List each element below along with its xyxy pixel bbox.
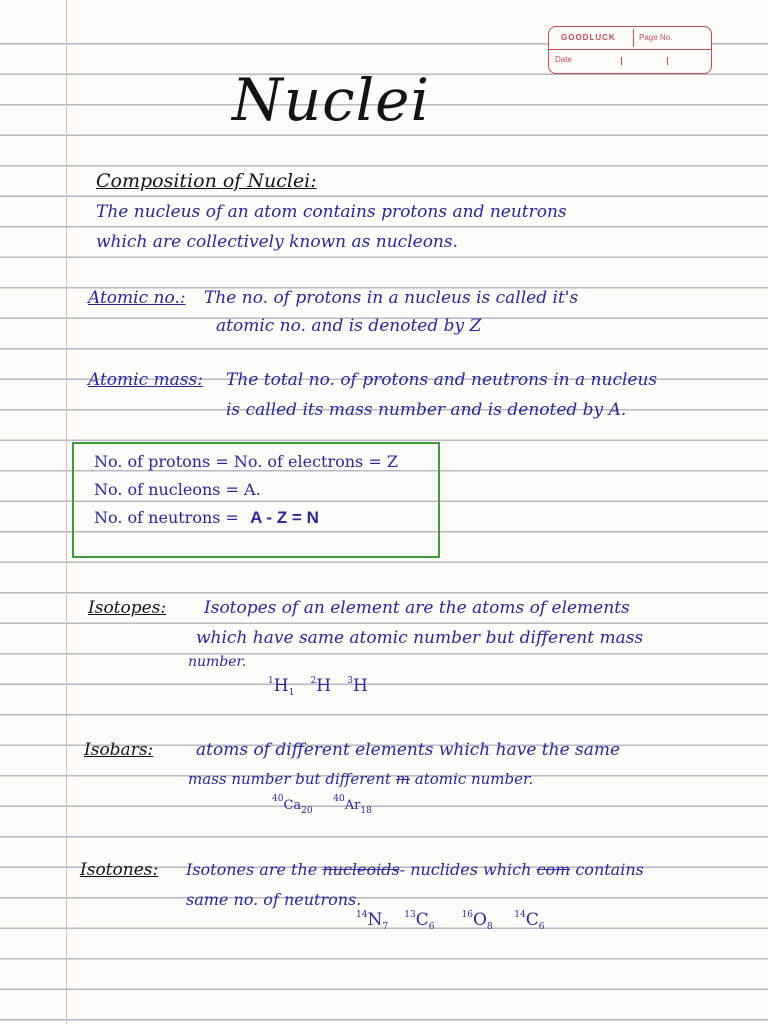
isotope-example: $^2$H <box>310 676 332 696</box>
isotopes-line-2: which have same atomic number but different mass <box>196 628 644 648</box>
isobars-label: Isobars: <box>84 740 154 760</box>
header-divider <box>633 29 634 47</box>
isotopes-line-1: Isotopes of an element are the atoms of elements <box>204 598 630 618</box>
isotone-example: $^{16}O_8$ <box>461 910 493 932</box>
isotones-line-1b: - nuclides which <box>399 860 532 879</box>
isotones-struck-text: nucleoids <box>322 860 400 879</box>
atomic-no-label: Atomic no.: <box>88 288 186 308</box>
isotones-line-1c: contains <box>575 860 644 879</box>
brand-label: GOODLUCK <box>561 33 616 42</box>
isotones-line-1 <box>186 860 644 879</box>
page-header-box <box>548 26 712 74</box>
isotones-struck-text-2: com <box>536 860 571 879</box>
formula-line-1: No. of protons = No. of electrons = Z <box>94 452 398 471</box>
atomic-no-line-1: The no. of protons in a nucleus is called it's <box>204 288 579 308</box>
atomic-no-line-2: atomic no. and is denoted by Z <box>216 316 482 336</box>
formula-line-3-prefix: No. of neutrons = <box>94 508 239 527</box>
isotones-line-2: same no. of neutrons. <box>186 890 362 909</box>
formula-line-2: No. of nucleons = A. <box>94 480 261 499</box>
isotones-label: Isotones: <box>80 860 159 880</box>
isobar-example: $^{40}Ar_{18}$ <box>333 794 372 816</box>
formula-line-3 <box>94 508 319 528</box>
isobars-line-1: atoms of different elements which have the same <box>196 740 621 760</box>
page-title: Nuclei <box>232 66 431 134</box>
date-divider <box>667 57 668 65</box>
isotones-examples <box>356 910 544 932</box>
isotones-line-1a: Isotones are the <box>186 860 318 879</box>
isobar-example: $^{40}Ca_{20}$ <box>272 794 313 816</box>
atomic-mass-line-2: is called its mass number and is denoted by A. <box>226 400 627 420</box>
margin-line-left <box>66 0 67 1024</box>
date-label: Date <box>555 55 572 64</box>
composition-line-2: which are collectively known as nucleons. <box>96 232 459 252</box>
isobars-struck-text: m <box>395 770 411 788</box>
composition-line-1: The nucleus of an atom contains protons and neutrons <box>96 202 567 222</box>
date-divider <box>621 57 622 65</box>
isotopes-examples <box>268 676 368 698</box>
isobars-line-2 <box>188 770 533 788</box>
header-row <box>549 27 711 50</box>
isotone-example: $^{13}C_6$ <box>404 910 435 932</box>
isotopes-label: Isotopes: <box>88 598 167 618</box>
isotone-example: $^{14}N_7$ <box>356 910 389 932</box>
isobars-line-2a: mass number but different <box>188 770 391 788</box>
isobars-line-2b: atomic number. <box>414 770 534 788</box>
page-no-label: Page No. <box>639 33 673 42</box>
isotope-example: $^1H_1$ <box>268 676 295 698</box>
isobars-examples <box>272 794 372 816</box>
atomic-mass-label: Atomic mass: <box>88 370 203 390</box>
formula-line-3-expression: A - Z = N <box>250 508 319 527</box>
isotope-example: $^3$H <box>347 676 368 696</box>
isotopes-line-3: number. <box>188 654 247 670</box>
atomic-mass-line-1: The total no. of protons and neutrons in a nucleus <box>226 370 658 390</box>
composition-heading: Composition of Nuclei: <box>96 170 317 192</box>
isotone-example: $^{14}C_6$ <box>514 910 545 932</box>
